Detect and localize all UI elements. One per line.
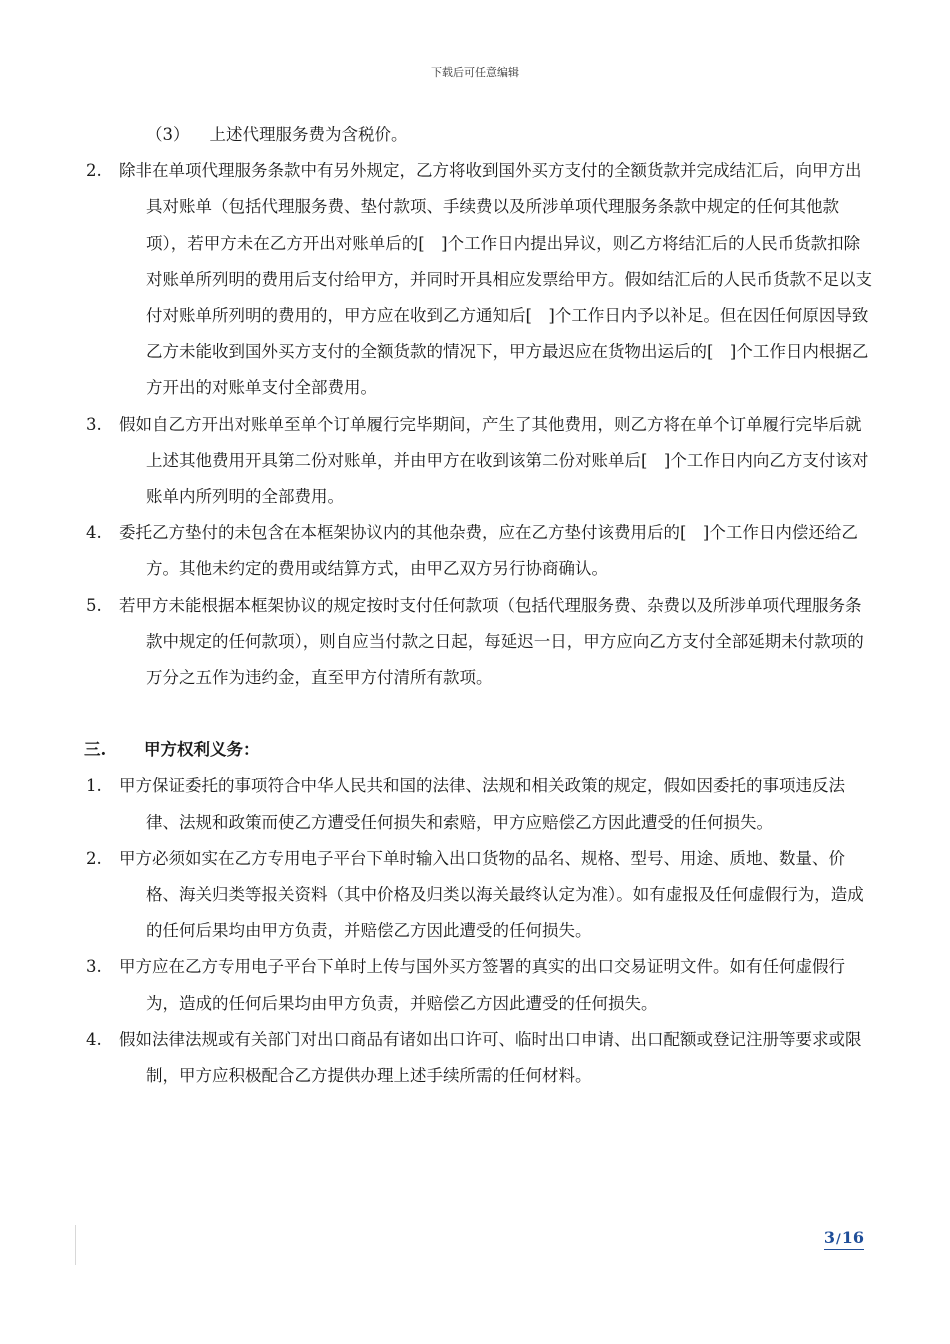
section-number: 三. xyxy=(84,740,107,760)
item-first-line: 甲方应在乙方专用电子平台下单时上传与国外买方签署的真实的出口交易证明文件。如 xyxy=(119,957,746,977)
item-text: 单项代理服务条款中规定的任何款项），则自应当付款之日起，每延迟一日，甲方应向乙方支付全部延期未付款项的万分之五作为违约金，直至甲方付清所有款项。 xyxy=(146,595,864,688)
item-first-line: 若甲方未能根据本框架协议的规定按时支付任何款项（包括代理服务费、杂费以及所涉 xyxy=(119,595,746,615)
section-title: 甲方权利义务： xyxy=(144,740,260,760)
item-text: 单履行完毕后就上述其他费用开具第二份对账单，并由甲方在收到该第二份对账单后[ ]个工作日内向乙方支付该对账单内所列明的全部费用。 xyxy=(146,414,869,507)
payment-item-2 xyxy=(84,153,874,406)
item-first-line: 假如法律法规或有关部门对出口商品有诸如出口许可、临时出口申请、出口配额或登记 xyxy=(119,1029,746,1049)
item-number: 1. xyxy=(86,776,102,796)
sub-item-3 xyxy=(84,117,874,153)
item-number: 3. xyxy=(86,957,102,977)
item-first-line: 甲方必须如实在乙方专用电子平台下单时输入出口货物的品名、规格、型号、用途、质 xyxy=(119,848,746,868)
current-page: 3 xyxy=(823,1228,835,1247)
item-first-line: 委托乙方垫付的未包含在本框架协议内的其他杂费，应在乙方垫付该费用后的[ ]个工 xyxy=(119,523,743,543)
payment-item-5 xyxy=(84,588,874,697)
item-number: 3. xyxy=(86,414,102,434)
section3-item-3 xyxy=(84,949,874,1021)
section3-item-1 xyxy=(84,768,874,840)
page-header: 下载后可任意编辑 xyxy=(431,66,519,79)
item-number: 4. xyxy=(86,1029,102,1049)
payment-item-3 xyxy=(84,407,874,516)
total-pages: 16 xyxy=(841,1228,864,1247)
item-number: 4. xyxy=(86,523,102,543)
item-text: 地、数量、价格、海关归类等报关资料（其中价格及归类以海关最终认定为准）。如有虚报及任何虚假行为，造成的任何后果均由甲方负责，并赔偿乙方因此遭受的任何损失。 xyxy=(146,848,864,941)
section3-item-4 xyxy=(84,1022,874,1094)
page-number xyxy=(824,1229,864,1250)
document-body xyxy=(84,117,874,1094)
item-text: 注册等要求或限制，甲方应积极配合乙方提供办理上述手续所需的任何材料。 xyxy=(146,1029,862,1086)
section-heading xyxy=(84,732,874,768)
item-first-line: 甲方保证委托的事项符合中华人民共和国的法律、法规和相关政策的规定，假如因委托 xyxy=(119,776,746,796)
sub-item-label: （3） xyxy=(146,125,190,144)
item-number: 2. xyxy=(86,161,102,181)
payment-item-4 xyxy=(84,515,874,587)
page-separator: / xyxy=(835,1232,841,1247)
sub-item-text: 上述代理服务费为含税价。 xyxy=(209,125,408,144)
section3-item-2 xyxy=(84,841,874,950)
item-number: 5. xyxy=(86,595,102,615)
item-text: 作日内偿还给乙方。其他未约定的费用或结算方式，由甲乙双方另行协商确认。 xyxy=(146,523,858,579)
item-text: 的事项违反法律、法规和政策而使乙方遭受任何损失和索赔，甲方应赔偿乙方因此遭受的任何损失。 xyxy=(146,776,845,832)
item-first-line: 除非在单项代理服务条款中有另外规定，乙方将收到国外买方支付的全额货款并完成结 xyxy=(119,161,746,181)
item-number: 2. xyxy=(86,848,102,868)
item-text: 有任何虚假行为，造成的任何后果均由甲方负责，并赔偿乙方因此遭受的任何损失。 xyxy=(146,957,845,1013)
footer-divider xyxy=(75,1225,76,1265)
item-first-line: 假如自乙方开出对账单至单个订单履行完毕期间，产生了其他费用，则乙方将在单个订 xyxy=(119,414,746,434)
item-text: 汇后，向甲方出具对账单（包括代理服务费、垫付款项、手续费以及所涉单项代理服务条款中规定的任何其他款项），若甲方未在乙方开出对账单后的[ ]个工作日内提出异议，则乙方将结汇后的人民币货款扣除对账单所列明的费用后支付给甲方，并同时开具相应发票给甲方。假如结汇后的人民币货款不足以支付对账单所列明的费用的，甲方应在收到乙方通知后[ ]个工作日内予以补足。但在因任何原因导致乙方未能收到国外买方支付的全额货款的情况下，甲方最迟应在货物出运后的[ ]个工作日内根据乙方开出的对账单支付全部费用。 xyxy=(146,161,872,398)
